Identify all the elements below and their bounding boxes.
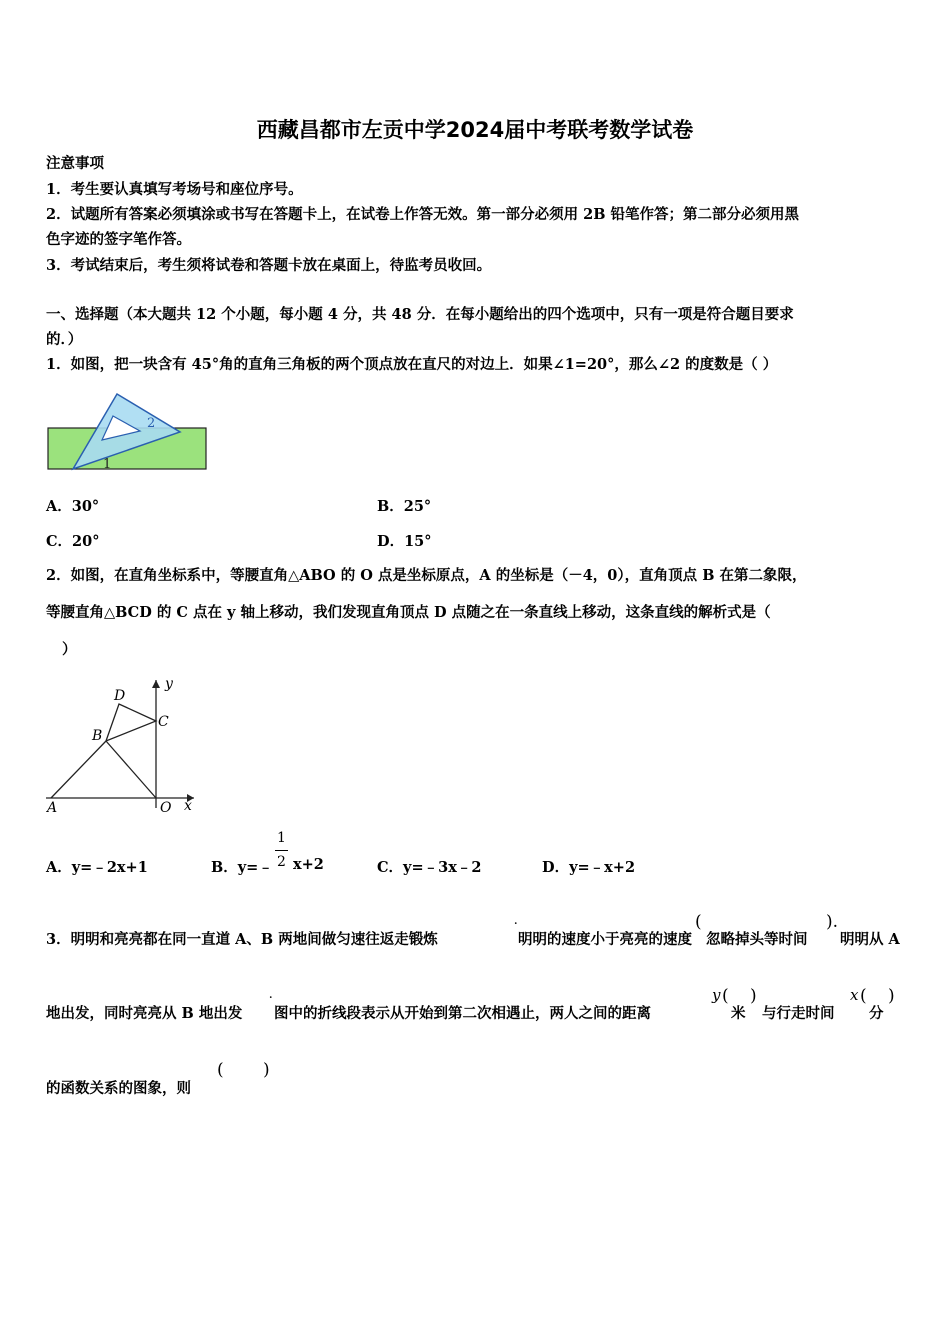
label-d: D xyxy=(114,688,126,704)
angle-2-label: 2 xyxy=(147,416,156,431)
answer-paren-open: ( xyxy=(217,1060,224,1080)
question-3-line1-b: 明明的速度小于亮亮的速度 xyxy=(518,931,692,948)
notice-item-1: 1．考生要认真填写考场号和座位序号。 xyxy=(46,181,303,198)
question-2-line3: ） xyxy=(62,641,77,658)
q1-option-a: A．30° xyxy=(46,498,100,515)
paren-open-1: ( xyxy=(695,912,702,932)
segment-ab xyxy=(51,741,106,798)
section-heading: 一、选择题（本大题共 12 个小题，每小题 4 分，共 48 分．在每小题给出的四个选项中，只有一项是符合题目要求 xyxy=(46,306,794,323)
q1-option-d: D．15° xyxy=(377,533,432,550)
label-x: x xyxy=(184,798,192,814)
question-2-figure xyxy=(44,674,200,814)
section-heading-cont: 的．） xyxy=(46,331,83,348)
q2-option-b-denominator: 2 xyxy=(277,854,286,870)
paren-close-2: ) xyxy=(750,986,757,1006)
question-3-line1-c: 忽略掉头等时间 xyxy=(706,931,808,948)
notice-heading: 注意事项 xyxy=(46,155,104,172)
question-2-line1: 2．如图，在直角坐标系中，等腰直角△ABO 的 O 点是坐标原点，A 的坐标是（－4，0），直角顶点 B 在第二象限， xyxy=(46,567,807,584)
q2-option-a: A．y=﹣2x+1 xyxy=(46,859,148,876)
angle-1-label: 1 xyxy=(103,457,112,472)
notice-item-2: 2．试题所有答案必须填涂或书写在答题卡上，在试卷上作答无效。第一部分必须用 2B 铅笔作答；第二部分必须用黑 xyxy=(46,206,800,223)
q1-option-c: C．20° xyxy=(46,533,100,550)
label-y: y xyxy=(165,676,173,692)
q2-option-b-prefix: B．y=﹣ xyxy=(211,859,273,876)
question-3-line3: 的函数关系的图象，则 xyxy=(46,1080,191,1097)
q2-option-b-suffix: x+2 xyxy=(293,856,324,873)
question-1-figure xyxy=(44,390,212,474)
var-x: x xyxy=(850,986,859,1004)
notice-item-2-cont: 色字迹的签字笔作答。 xyxy=(46,231,191,248)
question-3-line2-b: 图中的折线段表示从开始到第二次相遇止，两人之间的距离 xyxy=(274,1005,651,1022)
question-2-line2: 等腰直角△BCD 的 C 点在 y 轴上移动，我们发现直角顶点 D 点随之在一条直线上移动，这条直线的解析式是（ xyxy=(46,604,771,621)
label-c: C xyxy=(158,714,169,730)
fraction-bar xyxy=(275,850,288,851)
page-title: 西藏昌都市左贡中学2024届中考联考数学试卷 xyxy=(256,118,694,142)
label-b: B xyxy=(92,728,103,744)
label-o: O xyxy=(160,800,172,814)
var-y: y xyxy=(712,986,721,1004)
unit-minute: 分 xyxy=(869,1005,884,1022)
segment-bo xyxy=(106,741,156,798)
question-3-line1-a: 3．明明和亮亮都在同一直道 A、B 两地间做匀速往返走锻炼 xyxy=(46,931,438,948)
q2-option-b-numerator: 1 xyxy=(277,830,286,846)
label-a: A xyxy=(47,800,58,814)
y-axis-arrow xyxy=(152,680,160,688)
q1-option-b: B．25° xyxy=(377,498,432,515)
question-3-line2-c: 与行走时间 xyxy=(762,1005,835,1022)
unit-meter: 米 xyxy=(731,1005,746,1022)
question-3-line2-a: 地出发，同时亮亮从 B 地出发 xyxy=(46,1005,243,1022)
paren-open-2: ( xyxy=(722,986,729,1006)
paren-close-3: ) xyxy=(888,986,895,1006)
question-1-text: 1．如图，把一块含有 45°角的直角三角板的两个顶点放在直尺的对边上．如果∠1=20°，那么∠2 的度数是（ ） xyxy=(46,356,778,373)
question-3-line1-d: 明明从 A xyxy=(840,931,900,948)
dot-1: ˙ xyxy=(512,920,520,938)
paren-open-3: ( xyxy=(860,986,867,1006)
paren-close-1: ). xyxy=(826,912,839,932)
answer-paren-close: ) xyxy=(263,1060,270,1080)
dot-2: ˙ xyxy=(267,994,275,1012)
q2-option-d: D．y=﹣x+2 xyxy=(542,859,636,876)
q2-option-c: C．y=﹣3x﹣2 xyxy=(377,859,482,876)
notice-item-3: 3．考试结束后，考生须将试卷和答题卡放在桌面上，待监考员收回。 xyxy=(46,257,492,274)
triangle-bcd xyxy=(106,704,156,741)
